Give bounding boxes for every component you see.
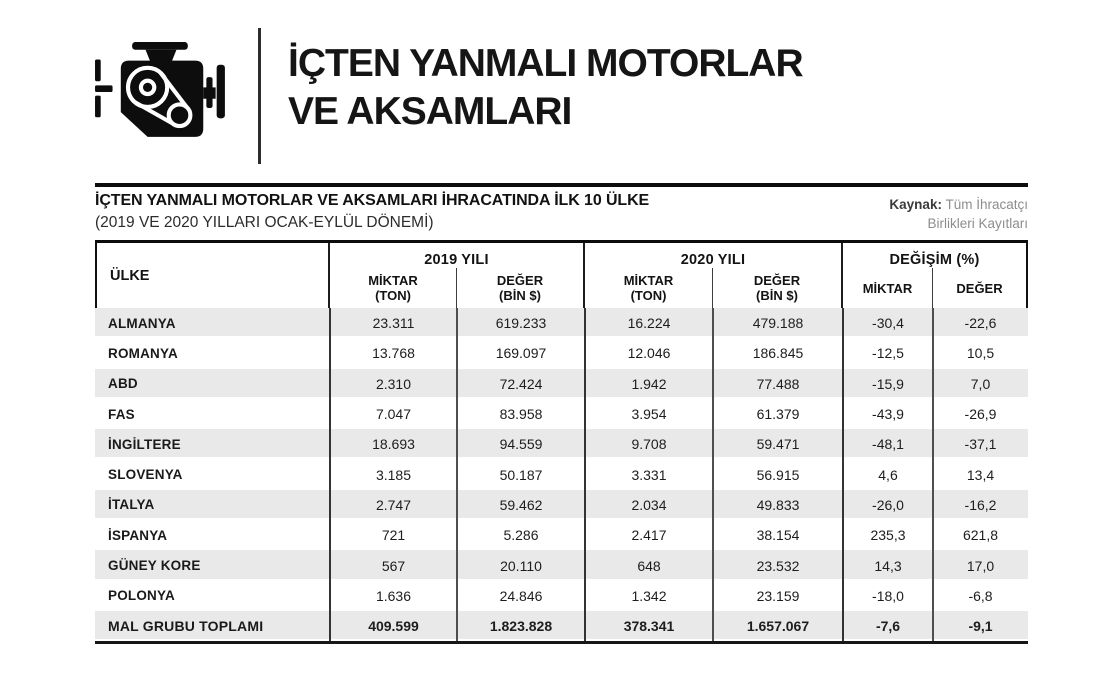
page-title-line1: İÇTEN YANMALI MOTORLAR xyxy=(288,42,803,85)
cell-change-value: -26,9 xyxy=(964,406,997,423)
cell-country: MAL GRUBU TOPLAMI xyxy=(108,618,264,635)
cell-change-amount: -18,0 xyxy=(872,587,904,604)
header-change-value: DEĞER xyxy=(932,268,1026,308)
section-heading-block xyxy=(95,192,649,232)
cell-change-value: -6,8 xyxy=(968,587,993,604)
cell-2019-value: 94.559 xyxy=(499,436,543,453)
cell-2020-value: 186.845 xyxy=(752,345,804,362)
column-divider xyxy=(584,308,586,641)
cell-2019-amount: 567 xyxy=(381,557,406,574)
table-row xyxy=(95,429,1028,459)
column-divider xyxy=(842,308,844,641)
header-group-change xyxy=(841,243,1026,308)
cell-2019-amount: 2.310 xyxy=(375,375,412,392)
cell-change-amount: -30,4 xyxy=(872,315,904,332)
header-group-2019 xyxy=(330,243,583,308)
cell-2019-amount: 18.693 xyxy=(372,436,415,453)
cell-2020-amount: 9.708 xyxy=(631,436,667,453)
cell-change-value: -9,1 xyxy=(968,618,993,635)
header-2020-value: DEĞER (BİN $) xyxy=(712,268,841,308)
cell-2020-value: 56.915 xyxy=(756,466,800,483)
engine-icon xyxy=(94,42,228,140)
column-divider xyxy=(712,308,714,641)
cell-2020-amount: 1.942 xyxy=(631,375,667,392)
header-change: DEĞİŞİM (%) xyxy=(889,252,980,268)
table-row xyxy=(95,369,1028,399)
table-row xyxy=(95,308,1028,338)
cell-2020-amount: 2.417 xyxy=(631,527,667,544)
cell-2020-amount: 3.331 xyxy=(631,466,667,483)
cell-2020-amount: 12.046 xyxy=(627,345,671,362)
cell-country: İTALYA xyxy=(108,497,155,513)
cell-2020-value: 59.471 xyxy=(756,436,800,453)
table-row xyxy=(95,550,1028,580)
header-year-2020: 2020 YILI xyxy=(680,252,746,268)
cell-2020-value: 77.488 xyxy=(756,375,800,392)
source-line1: Tüm İhracatçı xyxy=(945,197,1028,212)
header-year-2019: 2019 YILI xyxy=(424,252,489,268)
cell-2020-amount: 648 xyxy=(637,557,661,574)
cell-change-value: -16,2 xyxy=(964,496,997,513)
cell-change-value: -37,1 xyxy=(964,436,997,453)
cell-2020-value: 49.833 xyxy=(756,496,800,513)
cell-2019-value: 24.846 xyxy=(499,587,543,604)
cell-2019-amount: 23.311 xyxy=(372,315,415,332)
cell-country: ABD xyxy=(108,376,138,392)
table-row xyxy=(95,611,1028,641)
cell-change-value: 7,0 xyxy=(970,375,991,392)
table-row xyxy=(95,459,1028,489)
page-title-line2: VE AKSAMLARI xyxy=(288,90,572,133)
cell-country: ROMANYA xyxy=(108,345,178,361)
table-row xyxy=(95,520,1028,550)
cell-2019-amount: 2.747 xyxy=(375,496,412,513)
cell-change-amount: -43,9 xyxy=(872,406,904,423)
cell-change-amount: -7,6 xyxy=(875,618,901,635)
cell-2020-amount: 3.954 xyxy=(631,406,667,423)
section-head xyxy=(95,192,1028,233)
header-change-amount: MİKTAR xyxy=(862,280,913,296)
cell-2019-value: 20.110 xyxy=(500,557,542,574)
column-divider xyxy=(456,308,458,641)
cell-change-value: 17,0 xyxy=(966,557,995,574)
cell-2020-amount: 16.224 xyxy=(627,315,671,332)
cell-2019-amount: 3.185 xyxy=(375,466,412,483)
cell-2019-value: 619.233 xyxy=(495,315,547,332)
header-2019-amount: MİKTAR (TON) xyxy=(368,273,418,303)
cell-2020-value: 1.657.067 xyxy=(746,618,810,635)
cell-change-amount: 4,6 xyxy=(878,466,898,483)
header-group-2020 xyxy=(583,243,841,308)
cell-change-value: 13,4 xyxy=(966,466,995,483)
column-divider xyxy=(329,308,331,641)
source-line2: Birlikleri Kayıtları xyxy=(927,216,1028,231)
header-2019-value: DEĞER (BİN $) xyxy=(456,268,583,308)
cell-2019-amount: 13.768 xyxy=(372,345,415,362)
cell-2020-value: 23.532 xyxy=(756,557,800,574)
table-row xyxy=(95,490,1028,520)
cell-change-amount: 235,3 xyxy=(870,527,906,544)
header-2020-amount: MİKTAR (TON) xyxy=(623,273,674,303)
cell-2019-value: 83.958 xyxy=(499,406,543,423)
cell-country: GÜNEY KORE xyxy=(108,558,201,574)
cell-change-amount: 14,3 xyxy=(874,557,902,574)
table-row xyxy=(95,338,1028,368)
cell-2020-amount: 1.342 xyxy=(631,587,667,604)
cell-2019-amount: 721 xyxy=(381,527,406,544)
cell-change-amount: -12,5 xyxy=(872,345,904,362)
cell-2019-value: 1.823.828 xyxy=(489,618,553,635)
cell-country: FAS xyxy=(108,406,135,422)
source-note xyxy=(889,192,1028,233)
cell-2019-value: 50.187 xyxy=(499,466,543,483)
masthead-divider xyxy=(258,28,261,164)
cell-2019-value: 59.462 xyxy=(499,496,543,513)
source-label: Kaynak: xyxy=(889,197,942,212)
export-table xyxy=(95,240,1028,644)
header-country: ÜLKE xyxy=(97,243,330,308)
cell-country: ALMANYA xyxy=(108,315,176,331)
column-divider xyxy=(932,308,934,641)
cell-change-amount: -48,1 xyxy=(872,436,904,453)
cell-2020-value: 23.159 xyxy=(756,587,800,604)
cell-change-amount: -26,0 xyxy=(872,496,904,513)
cell-2020-value: 479.188 xyxy=(752,315,804,332)
page-title xyxy=(288,40,803,136)
cell-change-value: 621,8 xyxy=(962,527,999,544)
cell-change-amount: -15,9 xyxy=(872,375,904,392)
cell-change-value: 10,5 xyxy=(966,345,995,362)
cell-country: SLOVENYA xyxy=(108,467,183,483)
table-header xyxy=(95,240,1028,308)
cell-2019-value: 169.097 xyxy=(495,345,547,362)
cell-2020-amount: 2.034 xyxy=(631,496,667,513)
cell-2019-value: 5.286 xyxy=(503,527,539,544)
cell-country: İSPANYA xyxy=(108,527,168,543)
cell-2019-amount: 1.636 xyxy=(375,587,412,604)
cell-change-value: -22,6 xyxy=(964,315,997,332)
cell-2019-amount: 7.047 xyxy=(375,406,412,423)
cell-2019-value: 72.424 xyxy=(499,375,543,392)
cell-2020-value: 38.154 xyxy=(756,527,800,544)
cell-2020-amount: 378.341 xyxy=(623,618,675,635)
cell-2019-amount: 409.599 xyxy=(368,618,419,635)
cell-country: İNGİLTERE xyxy=(108,436,181,452)
cell-country: POLONYA xyxy=(108,588,175,604)
table-row xyxy=(95,399,1028,429)
section-rule xyxy=(95,183,1028,187)
table-subtitle: (2019 VE 2020 YILLARI OCAK-EYLÜL DÖNEMİ) xyxy=(95,214,434,231)
table-title: İÇTEN YANMALI MOTORLAR VE AKSAMLARI İHRACATINDA İLK 10 ÜLKE xyxy=(95,192,650,209)
table-body xyxy=(95,308,1028,644)
table-row xyxy=(95,581,1028,611)
cell-2020-value: 61.379 xyxy=(756,406,800,423)
